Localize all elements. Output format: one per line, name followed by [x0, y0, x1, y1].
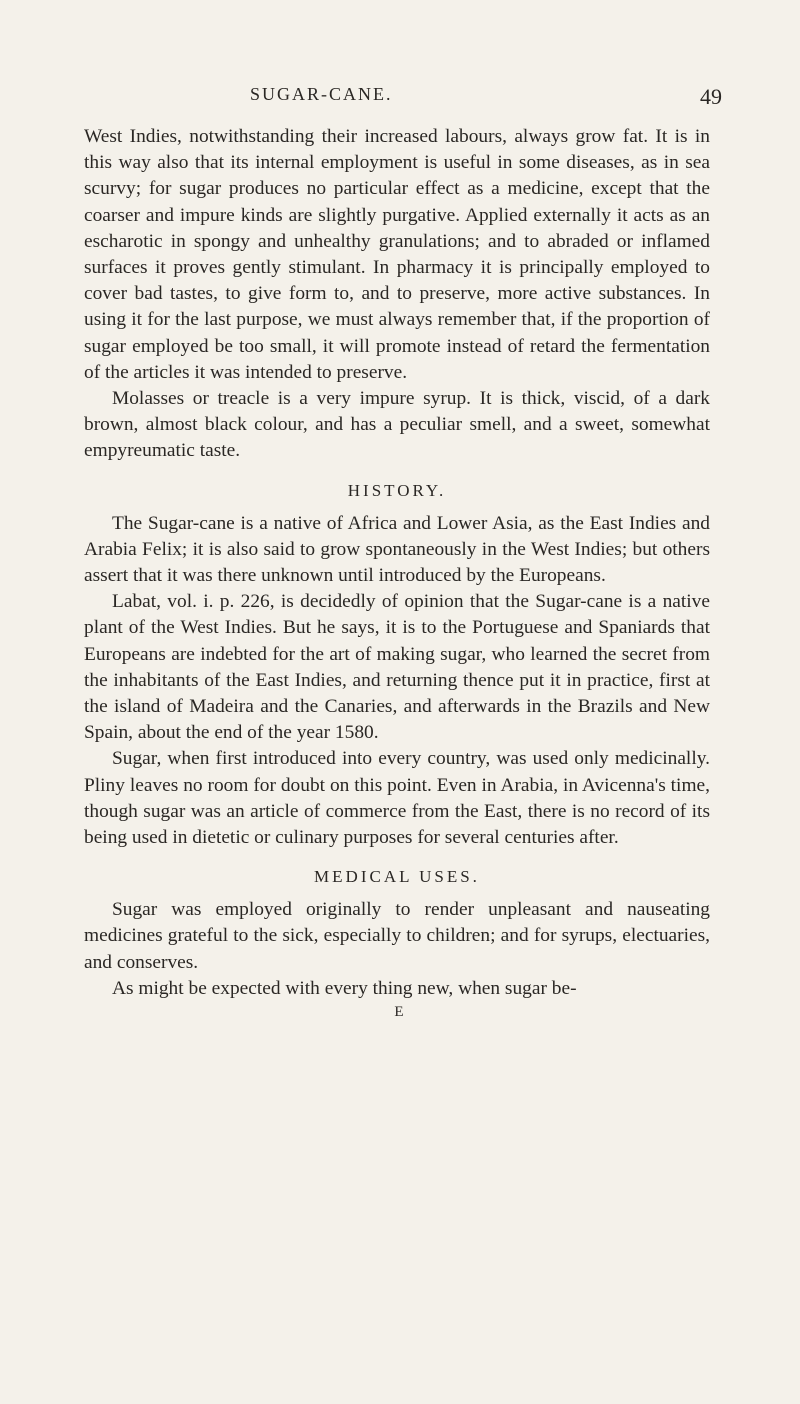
signature-mark: E [394, 1004, 404, 1021]
paragraph-medical-new: As might be expected with every thing new, when sugar be- [112, 977, 577, 999]
paragraph-molasses: Molasses or treacle is a very impure syrup. It is thick, viscid, of a dark brown, almost black colour, and has a peculiar smell, and a sweet, somewhat empyreumatic taste. [84, 388, 710, 462]
paragraph-history-labat: Labat, vol. i. p. 226, is decidedly of opinion that the Sugar-cane is a native plant of the West Indies. But he says, it is to the Portuguese and Spaniards that Europeans are indebted for the art of making sugar, who learned the secret from the inhabitants of the East Indies, and returning thence put it in practice, first at the island of Madeira and the Canaries, and afterwards in the Brazils and New Spain, about the end of the year 1580. [84, 591, 710, 744]
paragraph-continued: West Indies, notwithstanding their increased labours, always grow fat. It is in this way also that its internal employment is useful in some diseases, as in sea scurvy; for sugar produces no particular effect as a medicine, except that the coarser and impure kinds are slightly purgative. Applied externally it acts as an escharotic in spongy and unhealthy granulations; and to abraded or inflamed surfaces it proves gently stimulant. In pharmacy it is principally employed to cover bad tastes, to give form to, and to preserve, more active substances. In using it for the last purpose, we must always remember that, if the proportion of sugar employed be too small, it will promote instead of retard the fermentation of the articles it was intended to preserve. [84, 126, 710, 383]
paragraph-medical-original: Sugar was employed originally to render unpleasant and nauseating medicines grateful to the sick, especially to children; and for syrups, electuaries, and conserves. [84, 899, 710, 973]
paragraph-history-native: The Sugar-cane is a native of Africa and Lower Asia, as the East Indies and Arabia Felix; it is also said to grow spontaneously in the West Indies; but others assert that it was there unknown until introduced by the Europeans. [84, 512, 710, 587]
running-title: SUGAR-CANE. [250, 84, 393, 104]
page-number: 49 [700, 84, 722, 109]
section-heading-medical-uses: MEDICAL USES. [314, 867, 480, 887]
section-heading-history: HISTORY. [347, 480, 447, 500]
running-head [84, 84, 722, 112]
paragraph-history-medicinal: Sugar, when first introduced into every country, was used only medicinally. Pliny leaves no room for doubt on this point. Even in Arabia, in Avicenna's time, though sugar was an article of commerce from the East, there is no record of its being used in dietetic or culinary purposes for several centuries after. [84, 748, 710, 849]
